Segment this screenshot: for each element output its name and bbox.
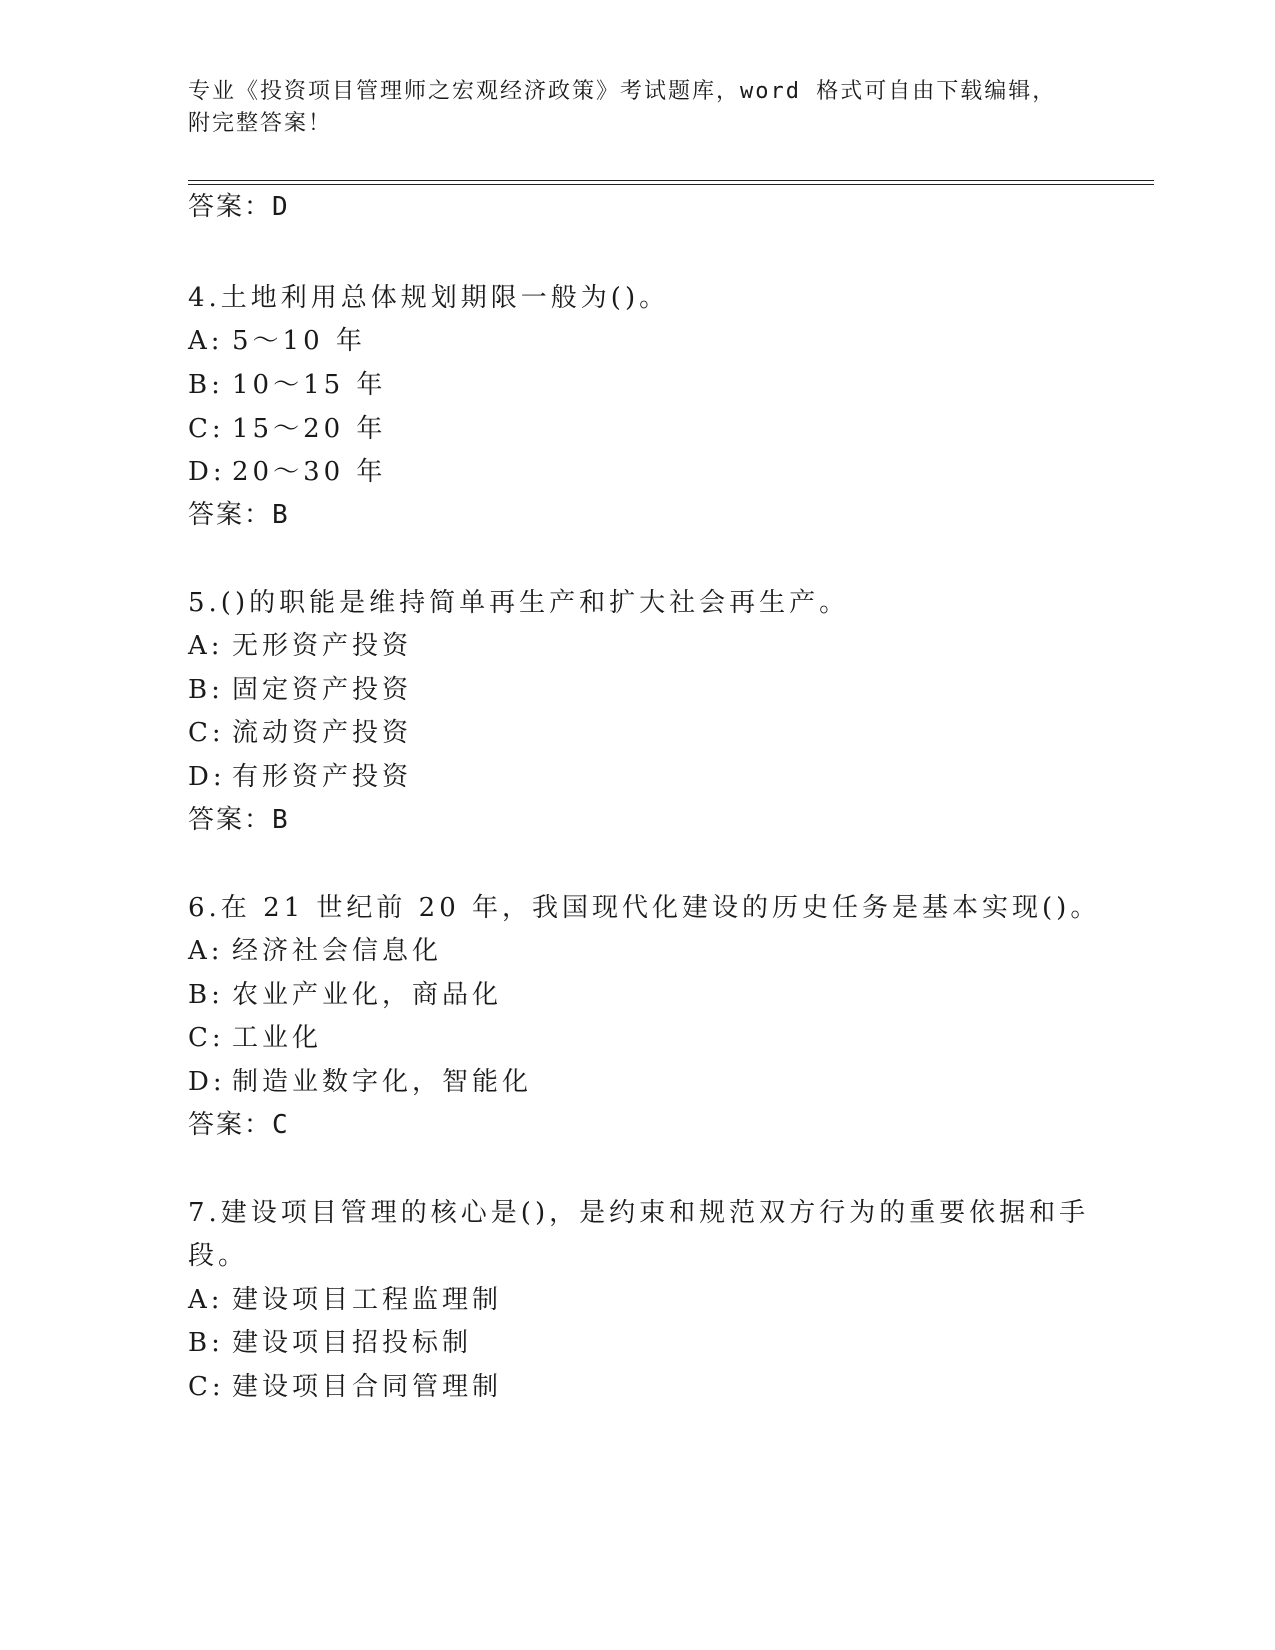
option-key: C: — [188, 414, 225, 444]
question-4-option-a — [188, 324, 366, 358]
option-key: C: — [188, 1372, 225, 1402]
option-key: B: — [188, 1328, 224, 1358]
question-6-option-c — [188, 1021, 322, 1055]
option-key: A: — [188, 936, 224, 966]
question-7-stem-line-2: 段。 — [188, 1241, 249, 1271]
option-text: 建设项目工程监理制 — [232, 1285, 503, 1315]
answer-line: 答案：D — [188, 192, 290, 222]
question-5-answer: 答案：B — [188, 805, 290, 835]
question-7-option-a — [188, 1283, 502, 1317]
header-divider-top — [188, 180, 1154, 181]
option-text: 无形资产投资 — [232, 631, 413, 661]
question-7-option-b — [188, 1326, 472, 1360]
question-6-option-a — [188, 934, 442, 968]
option-key: D: — [188, 762, 226, 792]
option-key: B: — [188, 370, 224, 400]
document-header — [188, 76, 1088, 140]
option-text: 经济社会信息化 — [232, 936, 443, 966]
option-text: 20～30 年 — [232, 457, 387, 487]
option-text: 15～20 年 — [232, 414, 387, 444]
header-line-2: 附完整答案！ — [188, 111, 333, 136]
question-4-option-b — [188, 368, 386, 402]
question-6-option-b — [188, 978, 502, 1012]
option-key: C: — [188, 718, 225, 748]
option-text: 制造业数字化，智能化 — [232, 1067, 533, 1097]
option-text: 5～10 年 — [232, 326, 366, 356]
header-divider-bottom — [188, 184, 1154, 185]
option-text: 有形资产投资 — [232, 762, 413, 792]
question-5-option-d — [188, 760, 412, 794]
option-text: 农业产业化，商品化 — [232, 980, 503, 1010]
option-key: B: — [188, 675, 224, 705]
option-text: 10～15 年 — [232, 370, 387, 400]
question-7-option-c — [188, 1370, 502, 1404]
option-text: 建设项目招投标制 — [232, 1328, 473, 1358]
option-key: B: — [188, 980, 224, 1010]
question-4-option-c — [188, 412, 386, 446]
question-5-option-a — [188, 629, 412, 663]
option-key: D: — [188, 1067, 226, 1097]
question-7-stem-line-1: 7.建设项目管理的核心是()，是约束和规范双方行为的重要依据和手 — [188, 1198, 1090, 1228]
question-5-option-b — [188, 673, 412, 707]
question-5-option-c — [188, 716, 412, 750]
question-5-stem: 5.()的职能是维持简单再生产和扩大社会再生产。 — [188, 588, 850, 618]
option-text: 工业化 — [232, 1023, 323, 1053]
header-line-1: 专业《投资项目管理师之宏观经济政策》考试题库，word 格式可自由下载编辑， — [188, 79, 1057, 104]
question-4-answer: 答案：B — [188, 500, 290, 530]
question-6-option-d — [188, 1065, 532, 1099]
question-4-stem: 4.土地利用总体规划期限一般为()。 — [188, 283, 670, 313]
option-key: A: — [188, 326, 224, 356]
option-key: C: — [188, 1023, 225, 1053]
question-6-stem: 6.在 21 世纪前 20 年，我国现代化建设的历史任务是基本实现()。 — [188, 893, 1101, 923]
option-text: 建设项目合同管理制 — [232, 1372, 503, 1402]
option-text: 固定资产投资 — [232, 675, 413, 705]
option-key: A: — [188, 1285, 224, 1315]
option-key: A: — [188, 631, 224, 661]
question-6-answer: 答案：C — [188, 1110, 290, 1140]
question-4-option-d — [188, 455, 386, 489]
option-key: D: — [188, 457, 226, 487]
option-text: 流动资产投资 — [232, 718, 413, 748]
